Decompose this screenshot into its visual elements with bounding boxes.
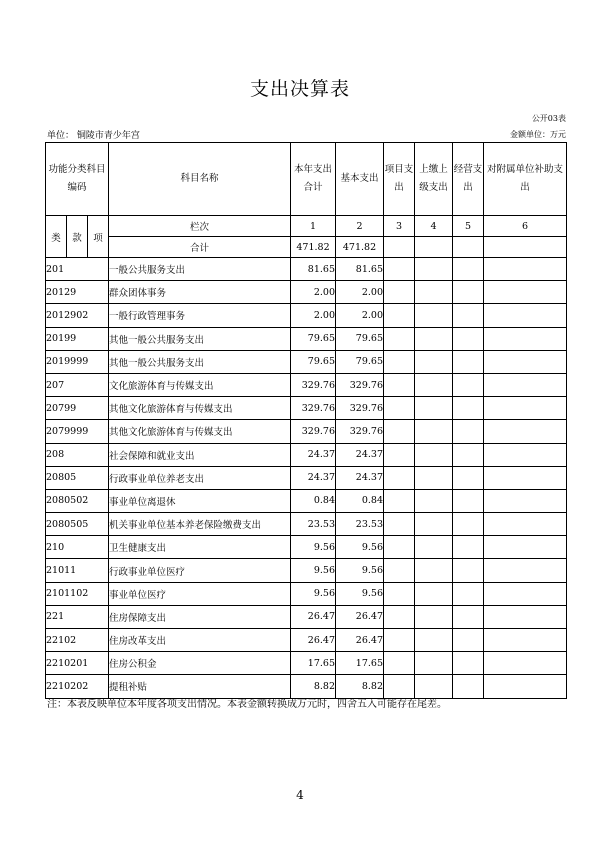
unit-label bbox=[47, 128, 140, 141]
table-row bbox=[46, 652, 567, 675]
row-subject-name: 其他文化旅游体育与传媒支出 bbox=[109, 397, 291, 420]
row-total: 329.76 bbox=[291, 397, 336, 420]
row-upper bbox=[415, 489, 453, 512]
row-basic: 23.53 bbox=[336, 513, 384, 536]
row-subsidiary bbox=[484, 327, 567, 350]
row-upper bbox=[415, 350, 453, 373]
table-row bbox=[46, 536, 567, 559]
row-business bbox=[453, 443, 484, 466]
row-subject-name: 其他一般公共服务支出 bbox=[109, 350, 291, 373]
table-row bbox=[46, 629, 567, 652]
row-total: 2.00 bbox=[291, 304, 336, 327]
row-subject-name: 一般行政管理事务 bbox=[109, 304, 291, 327]
row-subject-name: 行政事业单位养老支出 bbox=[109, 466, 291, 489]
row-basic: 9.56 bbox=[336, 559, 384, 582]
table-row bbox=[46, 373, 567, 396]
row-business bbox=[453, 281, 484, 304]
row-code: 22102 bbox=[46, 629, 109, 652]
row-project bbox=[384, 466, 415, 489]
row-upper bbox=[415, 582, 453, 605]
row-code: 20805 bbox=[46, 466, 109, 489]
row-total: 8.82 bbox=[291, 675, 336, 698]
row-total: 9.56 bbox=[291, 559, 336, 582]
row-project bbox=[384, 420, 415, 443]
table-row bbox=[46, 350, 567, 373]
header-col-4: 4 bbox=[415, 216, 453, 237]
row-total: 9.56 bbox=[291, 582, 336, 605]
header-upper: 上缴上级支出 bbox=[415, 143, 453, 216]
row-project bbox=[384, 629, 415, 652]
row-upper bbox=[415, 420, 453, 443]
row-total: 0.84 bbox=[291, 489, 336, 512]
row-subject-name: 一般公共服务支出 bbox=[109, 258, 291, 281]
row-total: 81.65 bbox=[291, 258, 336, 281]
row-subsidiary bbox=[484, 489, 567, 512]
row-code: 2080505 bbox=[46, 513, 109, 536]
form-code: 公开03表 bbox=[531, 114, 566, 123]
row-basic: 8.82 bbox=[336, 675, 384, 698]
row-subject-name: 事业单位离退休 bbox=[109, 489, 291, 512]
header-subsidiary: 对附属单位补助支出 bbox=[484, 143, 567, 216]
row-basic: 26.47 bbox=[336, 605, 384, 628]
row-project bbox=[384, 536, 415, 559]
row-total: 24.37 bbox=[291, 443, 336, 466]
row-business bbox=[453, 559, 484, 582]
table-row bbox=[46, 327, 567, 350]
basic-sum: 471.82 bbox=[336, 237, 384, 258]
row-basic: 0.84 bbox=[336, 489, 384, 512]
row-basic: 9.56 bbox=[336, 582, 384, 605]
row-code: 2079999 bbox=[46, 420, 109, 443]
row-basic: 9.56 bbox=[336, 536, 384, 559]
row-subsidiary bbox=[484, 536, 567, 559]
row-business bbox=[453, 304, 484, 327]
row-business bbox=[453, 258, 484, 281]
row-subsidiary bbox=[484, 605, 567, 628]
row-project bbox=[384, 513, 415, 536]
row-subject-name: 行政事业单位医疗 bbox=[109, 559, 291, 582]
row-code: 20199 bbox=[46, 327, 109, 350]
unit-name: 铜陵市青少年宫 bbox=[76, 131, 140, 141]
row-subsidiary bbox=[484, 258, 567, 281]
row-subject-name: 文化旅游体育与传媒支出 bbox=[109, 373, 291, 396]
row-subject-name: 群众团体事务 bbox=[109, 281, 291, 304]
unit-label-prefix: 单位： bbox=[47, 131, 75, 141]
footnote: 注：本表反映单位本年度各项支出情况。本表金额转换成万元时，四舍五入可能存在尾差。 bbox=[47, 699, 447, 710]
row-subsidiary bbox=[484, 420, 567, 443]
table-row bbox=[46, 605, 567, 628]
table-row bbox=[46, 258, 567, 281]
row-subsidiary bbox=[484, 304, 567, 327]
row-project bbox=[384, 281, 415, 304]
row-upper bbox=[415, 652, 453, 675]
row-subject-name: 其他文化旅游体育与传媒支出 bbox=[109, 420, 291, 443]
header-col-1: 1 bbox=[291, 216, 336, 237]
row-basic: 2.00 bbox=[336, 304, 384, 327]
row-subject-name: 住房保障支出 bbox=[109, 605, 291, 628]
row-upper bbox=[415, 629, 453, 652]
table-body bbox=[46, 258, 567, 699]
row-subsidiary bbox=[484, 675, 567, 698]
row-total: 9.56 bbox=[291, 536, 336, 559]
row-total: 24.37 bbox=[291, 466, 336, 489]
row-business bbox=[453, 327, 484, 350]
row-upper bbox=[415, 327, 453, 350]
row-business bbox=[453, 536, 484, 559]
table-row bbox=[46, 420, 567, 443]
row-code: 20129 bbox=[46, 281, 109, 304]
header-heji: 合计 bbox=[109, 237, 291, 258]
header-kuan: 款 bbox=[67, 216, 88, 258]
row-subsidiary bbox=[484, 443, 567, 466]
row-subject-name: 社会保障和就业支出 bbox=[109, 443, 291, 466]
table-row bbox=[46, 443, 567, 466]
row-total: 79.65 bbox=[291, 327, 336, 350]
table-row bbox=[46, 513, 567, 536]
row-upper bbox=[415, 281, 453, 304]
header-col-2: 2 bbox=[336, 216, 384, 237]
row-project bbox=[384, 489, 415, 512]
row-total: 329.76 bbox=[291, 420, 336, 443]
row-code: 208 bbox=[46, 443, 109, 466]
row-code: 2019999 bbox=[46, 350, 109, 373]
header-col-6: 6 bbox=[484, 216, 567, 237]
row-subsidiary bbox=[484, 559, 567, 582]
row-subject-name: 提租补贴 bbox=[109, 675, 291, 698]
amount-unit: 金额单位：万元 bbox=[510, 130, 566, 139]
empty-cell bbox=[453, 237, 484, 258]
row-project bbox=[384, 350, 415, 373]
row-basic: 329.76 bbox=[336, 397, 384, 420]
row-subsidiary bbox=[484, 652, 567, 675]
row-subject-name: 住房公积金 bbox=[109, 652, 291, 675]
header-func-code: 功能分类科目编码 bbox=[46, 143, 109, 216]
row-subsidiary bbox=[484, 629, 567, 652]
page-number: 4 bbox=[296, 788, 304, 802]
row-basic: 17.65 bbox=[336, 652, 384, 675]
row-project bbox=[384, 605, 415, 628]
table-row bbox=[46, 281, 567, 304]
header-xiang: 项 bbox=[88, 216, 109, 258]
row-business bbox=[453, 513, 484, 536]
row-basic: 329.76 bbox=[336, 420, 384, 443]
row-code: 20799 bbox=[46, 397, 109, 420]
row-subject-name: 其他一般公共服务支出 bbox=[109, 327, 291, 350]
row-project bbox=[384, 559, 415, 582]
row-upper bbox=[415, 559, 453, 582]
header-lanci: 栏次 bbox=[109, 216, 291, 237]
row-upper bbox=[415, 536, 453, 559]
row-subsidiary bbox=[484, 582, 567, 605]
row-subsidiary bbox=[484, 466, 567, 489]
row-upper bbox=[415, 605, 453, 628]
table-row bbox=[46, 559, 567, 582]
row-upper bbox=[415, 513, 453, 536]
row-business bbox=[453, 652, 484, 675]
header-subject-name: 科目名称 bbox=[109, 143, 291, 216]
row-business bbox=[453, 489, 484, 512]
table-row bbox=[46, 466, 567, 489]
row-business bbox=[453, 605, 484, 628]
row-business bbox=[453, 466, 484, 489]
row-subsidiary bbox=[484, 397, 567, 420]
row-basic: 329.76 bbox=[336, 373, 384, 396]
row-business bbox=[453, 675, 484, 698]
header-business: 经营支出 bbox=[453, 143, 484, 216]
header-basic: 基本支出 bbox=[336, 143, 384, 216]
row-basic: 26.47 bbox=[336, 629, 384, 652]
expenditure-table bbox=[45, 142, 567, 699]
row-code: 21011 bbox=[46, 559, 109, 582]
row-total: 17.65 bbox=[291, 652, 336, 675]
row-subsidiary bbox=[484, 281, 567, 304]
row-upper bbox=[415, 443, 453, 466]
row-basic: 81.65 bbox=[336, 258, 384, 281]
row-project bbox=[384, 652, 415, 675]
table-row bbox=[46, 397, 567, 420]
row-business bbox=[453, 350, 484, 373]
row-upper bbox=[415, 466, 453, 489]
row-total: 23.53 bbox=[291, 513, 336, 536]
table-row bbox=[46, 582, 567, 605]
row-project bbox=[384, 258, 415, 281]
row-basic: 79.65 bbox=[336, 327, 384, 350]
row-total: 2.00 bbox=[291, 281, 336, 304]
header-total: 本年支出合计 bbox=[291, 143, 336, 216]
row-upper bbox=[415, 373, 453, 396]
row-subject-name: 事业单位医疗 bbox=[109, 582, 291, 605]
row-total: 329.76 bbox=[291, 373, 336, 396]
header-lei: 类 bbox=[46, 216, 67, 258]
row-subject-name: 卫生健康支出 bbox=[109, 536, 291, 559]
row-subsidiary bbox=[484, 513, 567, 536]
row-upper bbox=[415, 258, 453, 281]
row-subject-name: 机关事业单位基本养老保险缴费支出 bbox=[109, 513, 291, 536]
row-code: 2080502 bbox=[46, 489, 109, 512]
table-row bbox=[46, 304, 567, 327]
row-total: 26.47 bbox=[291, 629, 336, 652]
empty-cell bbox=[415, 237, 453, 258]
row-code: 2210201 bbox=[46, 652, 109, 675]
row-upper bbox=[415, 304, 453, 327]
row-basic: 2.00 bbox=[336, 281, 384, 304]
row-business bbox=[453, 629, 484, 652]
row-code: 2012902 bbox=[46, 304, 109, 327]
row-business bbox=[453, 397, 484, 420]
row-code: 2101102 bbox=[46, 582, 109, 605]
row-code: 201 bbox=[46, 258, 109, 281]
row-upper bbox=[415, 397, 453, 420]
total-sum: 471.82 bbox=[291, 237, 336, 258]
row-code: 207 bbox=[46, 373, 109, 396]
row-code: 221 bbox=[46, 605, 109, 628]
page-title: 支出决算表 bbox=[249, 78, 350, 100]
row-basic: 79.65 bbox=[336, 350, 384, 373]
empty-cell bbox=[484, 237, 567, 258]
row-code: 2210202 bbox=[46, 675, 109, 698]
row-total: 79.65 bbox=[291, 350, 336, 373]
header-col-3: 3 bbox=[384, 216, 415, 237]
row-project bbox=[384, 443, 415, 466]
row-project bbox=[384, 373, 415, 396]
row-basic: 24.37 bbox=[336, 443, 384, 466]
row-business bbox=[453, 420, 484, 443]
row-project bbox=[384, 582, 415, 605]
row-project bbox=[384, 304, 415, 327]
row-subsidiary bbox=[484, 373, 567, 396]
row-project bbox=[384, 397, 415, 420]
row-total: 26.47 bbox=[291, 605, 336, 628]
row-subject-name: 住房改革支出 bbox=[109, 629, 291, 652]
row-basic: 24.37 bbox=[336, 466, 384, 489]
row-code: 210 bbox=[46, 536, 109, 559]
row-business bbox=[453, 373, 484, 396]
header-project: 项目支出 bbox=[384, 143, 415, 216]
empty-cell bbox=[384, 237, 415, 258]
row-business bbox=[453, 582, 484, 605]
table-row bbox=[46, 489, 567, 512]
row-project bbox=[384, 327, 415, 350]
row-subsidiary bbox=[484, 350, 567, 373]
header-col-5: 5 bbox=[453, 216, 484, 237]
